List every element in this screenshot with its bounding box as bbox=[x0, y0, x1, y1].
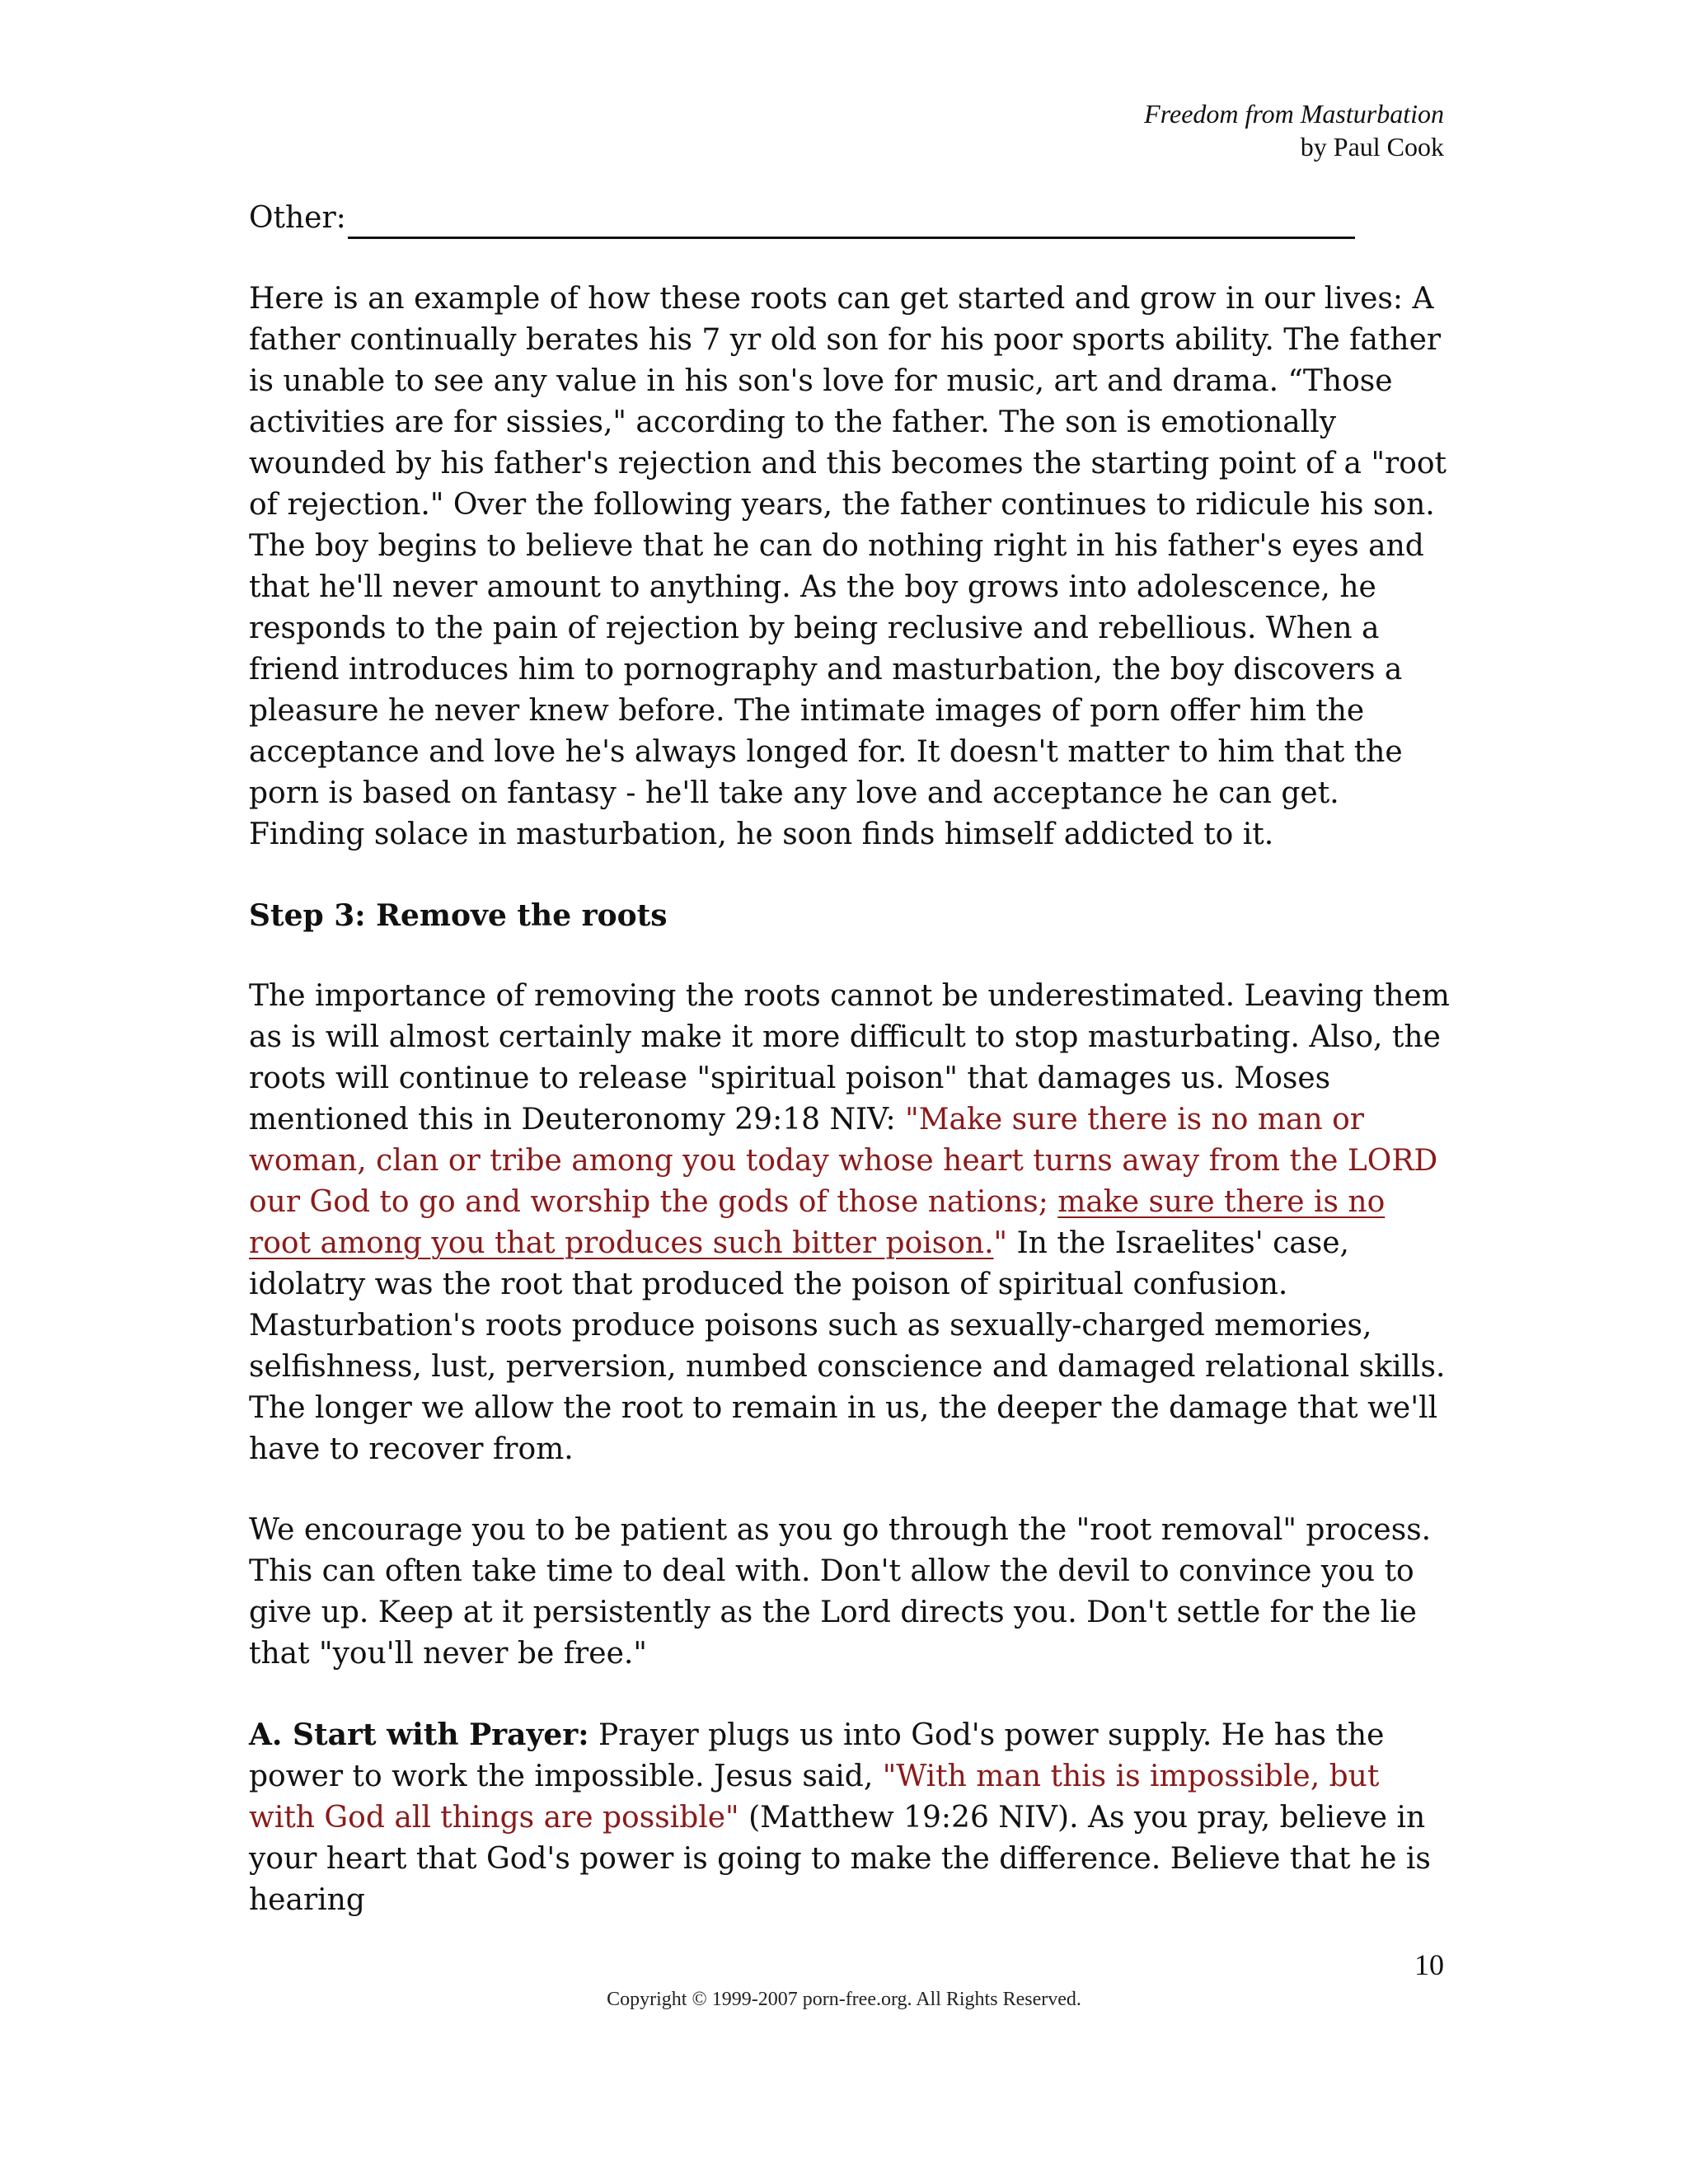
remove-roots-paragraph bbox=[249, 976, 1452, 1470]
prayer-paragraph bbox=[249, 1714, 1452, 1921]
remove-roots-rest: In the Israelites' case, idolatry was the root that produced the poison of spiritual confusion. Masturbation's roots produce poisons such as sexually-charged memories, selfishness, lust, perversion, numbed conscience and damaged relational skills. The longer we allow the root to remain in us, the deeper the damage that we'll have to recover from. bbox=[249, 1226, 1446, 1466]
copyright-footer: Copyright © 1999-2007 porn-free.org. All Rights Reserved. bbox=[607, 1989, 1081, 2010]
other-fill-in-line bbox=[249, 198, 1452, 239]
running-header bbox=[1144, 97, 1444, 163]
prayer-intro: Prayer plugs us into God's power supply. He has the power to work the impossible. Jesus said, bbox=[249, 1718, 1385, 1793]
other-blank-underline bbox=[348, 207, 1355, 239]
example-paragraph: Here is an example of how these roots can get started and grow in our lives: A father continually berates his 7 yr old son for his poor sports ability. The father is unable to see any value in his son's love for music, art and drama. “Those activities are for sissies," according to the father. The son is emotionally wounded by his father's rejection and this becomes the starting point of a "root of rejection." Over the following years, the father continues to ridicule his son. The boy begins to believe that he can do nothing right in his father's eyes and that he'll never amount to anything. As the boy grows into adolescence, he responds to the pain of rejection by being reclusive and rebellious. When a friend introduces him to pornography and masturbation, the boy discovers a pleasure he never knew before. The intimate images of porn offer him the acceptance and love he's always longed for. It doesn't matter to him that the porn is based on fantasy - he'll take any love and acceptance he can get. Finding solace in masturbation, he soon finds himself addicted to it. bbox=[249, 282, 1447, 851]
page-number: 10 bbox=[1414, 1948, 1444, 1981]
deuteronomy-quote-close: " bbox=[993, 1226, 1008, 1260]
header-title: Freedom from Masturbation bbox=[1144, 99, 1444, 129]
document-body bbox=[249, 198, 1452, 1961]
deuteronomy-quote-underlined: make sure there is no root among you that produces such bitter poison. bbox=[249, 1185, 1386, 1260]
other-label: Other: bbox=[249, 201, 346, 235]
prayer-heading: A. Start with Prayer: bbox=[249, 1718, 589, 1752]
step3-heading: Step 3: Remove the roots bbox=[249, 898, 668, 933]
header-author: by Paul Cook bbox=[1300, 132, 1444, 162]
prayer-rest: (Matthew 19:26 NIV). As you pray, believe in your heart that God's power is going to make the difference. Believe that he is hearing bbox=[249, 1801, 1431, 1917]
deuteronomy-quote: "Make sure there is no man or woman, clan or tribe among you today whose heart turns away from the LORD our God to go and worship the gods of those nations; bbox=[249, 1103, 1438, 1219]
matthew-quote: "With man this is impossible, but with God all things are possible" bbox=[249, 1760, 1380, 1835]
remove-roots-intro: The importance of removing the roots cannot be underestimated. Leaving them as is will almost certainly make it more difficult to stop masturbating. Also, the roots will continue to release "spiritual poison" that damages us. Moses mentioned this in Deuteronomy 29:18 NIV: bbox=[249, 979, 1450, 1137]
patience-paragraph: We encourage you to be patient as you go through the "root removal" process. This can often take time to deal with. Don't allow the devil to convince you to give up. Keep at it persistently as the Lord directs you. Don't settle for the lie that "you'll never be free." bbox=[249, 1513, 1432, 1671]
